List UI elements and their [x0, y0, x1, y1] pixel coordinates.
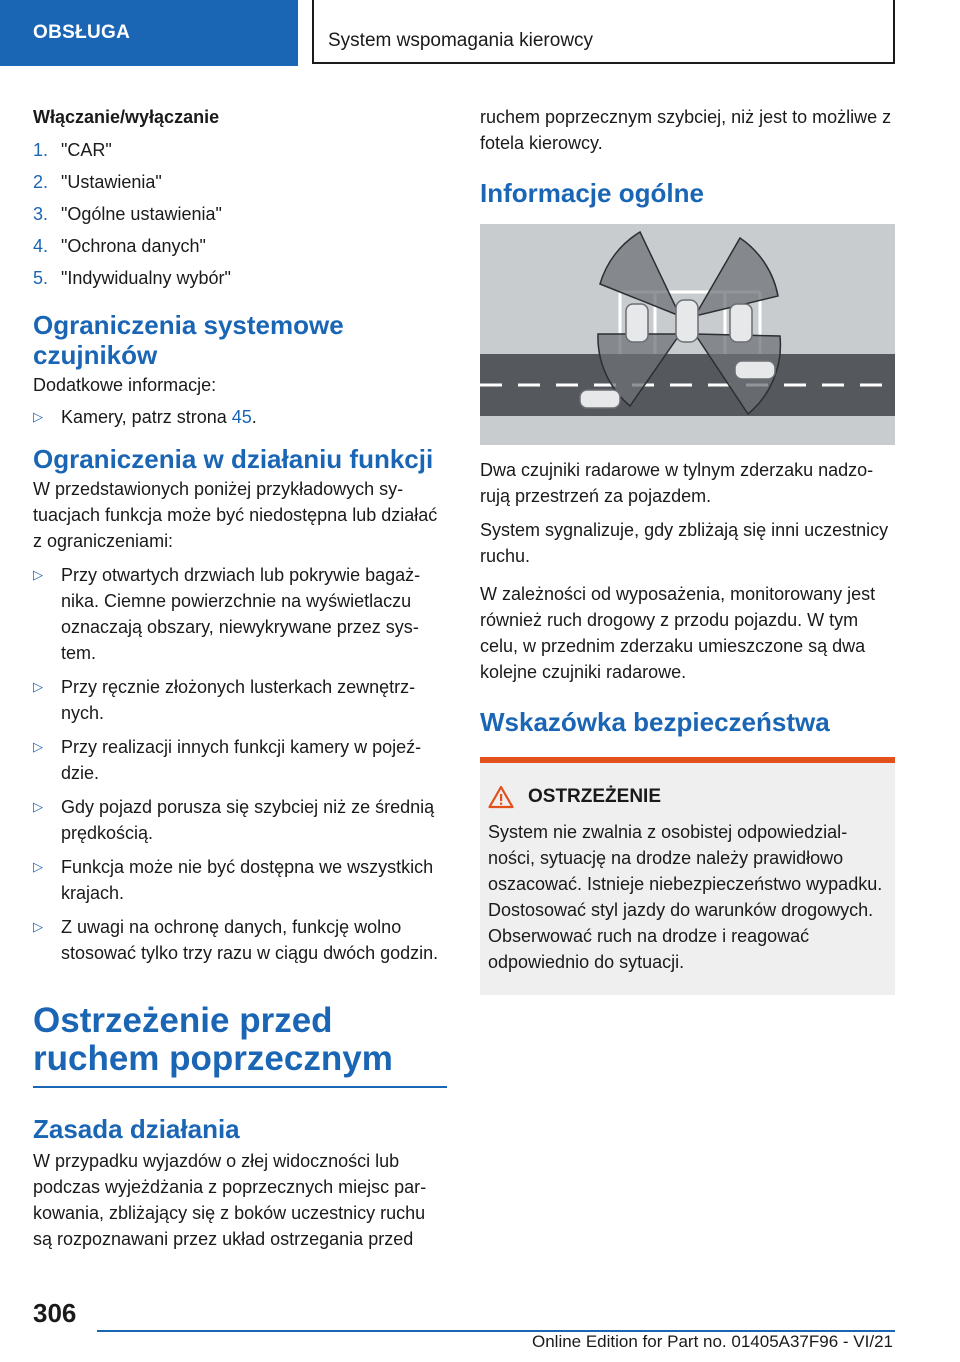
general-info-heading: Informacje ogólne [480, 178, 704, 208]
function-limits-intro: W przedstawionych poniżej przykładowych sytuacjach funkcja może być niedostępna lub działać z ograniczeniami: [33, 479, 438, 551]
warning-text: System nie zwalnia z osobistej odpowiedzialności, sytuację na drodze należy prawidłowo oszacować. Istnieje niebezpieczeństwo wypadku. Dostosować styl jazdy do warunków drogowych. Obserwować ruch na drodze i reagować odpowiednio do sytuacji. [488, 822, 883, 972]
list-item: ▷ Przy realizacji innych funkcji kamery w pojeździe. [33, 734, 447, 786]
sensor-limits-heading: Ograniczenia systemowe czujników [33, 310, 344, 370]
page-link[interactable]: 45 [231, 407, 252, 427]
list-item: 5. "Indywidualny wybór" [33, 268, 231, 288]
triangle-bullet-icon: ▷ [33, 799, 43, 814]
list-item: ▷ Funkcja może nie być dostępna we wszystkich krajach. [33, 854, 447, 906]
list-item: 1. "CAR" [33, 140, 112, 160]
safety-heading: Wskazówka bezpieczeństwa [480, 707, 830, 737]
warning-header [488, 785, 887, 809]
triangle-bullet-icon: ▷ [33, 739, 43, 754]
page-number: 306 [33, 1298, 77, 1328]
continued-text: ruchem poprzecznym szybciej, niż jest to możliwe z fotela kierowcy. [480, 107, 892, 153]
function-limits-heading: Ograniczenia w działaniu funkcji [33, 444, 434, 474]
general-para-1: Dwa czujniki radarowe w tylnym zderzaku nadzorują przestrzeń za pojazdem. [480, 460, 874, 506]
list-item: ▷ Z uwagi na ochronę danych, funkcję wolno stosować tylko trzy razu w ciągu dwóch godzin. [33, 914, 447, 966]
list-item: ▷ Przy otwartych drzwiach lub pokrywie bagażnika. Ciemne powierzchnie na wyświetlaczu oznaczają obszary, niewykrywane przez system. [33, 562, 447, 666]
list-item: 4. "Ochrona danych" [33, 236, 206, 256]
list-item: ▷ Przy ręcznie złożonych lusterkach zewnętrznych. [33, 674, 447, 726]
left-column [33, 100, 447, 1252]
right-column [480, 100, 895, 995]
general-para-3: W zależności od wyposażenia, monitorowany jest również ruch drogowy z przodu pojazdu. W tym celu, w przednim zderzaku umieszczone są dwa kolejne czujniki radarowe. [480, 584, 876, 682]
principle-heading: Zasada działania [33, 1114, 240, 1144]
section-label: OBSŁUGA [33, 22, 131, 43]
list-item: ▷ Kamery, patrz strona 45. [33, 404, 447, 430]
main-heading: Ostrzeżenie przed ruchem poprzecznym [33, 1001, 393, 1078]
heading-divider [33, 1086, 447, 1088]
chapter-header [312, 0, 895, 64]
list-item: 3. "Ogólne ustawienia" [33, 204, 222, 224]
edition-note: Online Edition for Part no. 01405A37F96 - VI/21 [531, 1332, 893, 1351]
list-item: 2. "Ustawienia" [33, 172, 162, 192]
principle-text: W przypadku wyjazdów o złej widoczności lub podczas wyjeżdżania z poprzecznych miejsc parkowania, zbliżający się z boków uczestnicy ruchu są rozpoznawani przez układ ostrzegania przed [33, 1151, 427, 1249]
warning-box [480, 757, 895, 995]
radar-illustration [480, 224, 895, 445]
general-para-2: System sygnalizuje, gdy zbliżają się inni uczestnicy ruchu. [480, 520, 889, 566]
triangle-bullet-icon: ▷ [33, 859, 43, 874]
triangle-bullet-icon: ▷ [33, 567, 43, 582]
list-item: ▷ Gdy pojazd porusza się szybciej niż ze średnią prędkością. [33, 794, 447, 846]
sensor-limits-list [33, 404, 447, 430]
triangle-bullet-icon: ▷ [33, 679, 43, 694]
sensor-limits-intro: Dodatkowe informacje: [33, 375, 217, 395]
warning-triangle-icon [488, 785, 528, 809]
triangle-bullet-icon: ▷ [33, 919, 43, 934]
triangle-bullet-icon: ▷ [33, 409, 43, 424]
chapter-label: System wspomagania kierowcy [328, 30, 594, 51]
steps-list [33, 134, 447, 294]
radar-illustration-svg [480, 224, 895, 445]
section-tab [0, 0, 298, 66]
warning-label: OSTRZEŻENIE [528, 786, 662, 807]
function-limits-list [33, 562, 447, 966]
onoff-heading: Włączanie/wyłączanie [33, 107, 220, 127]
